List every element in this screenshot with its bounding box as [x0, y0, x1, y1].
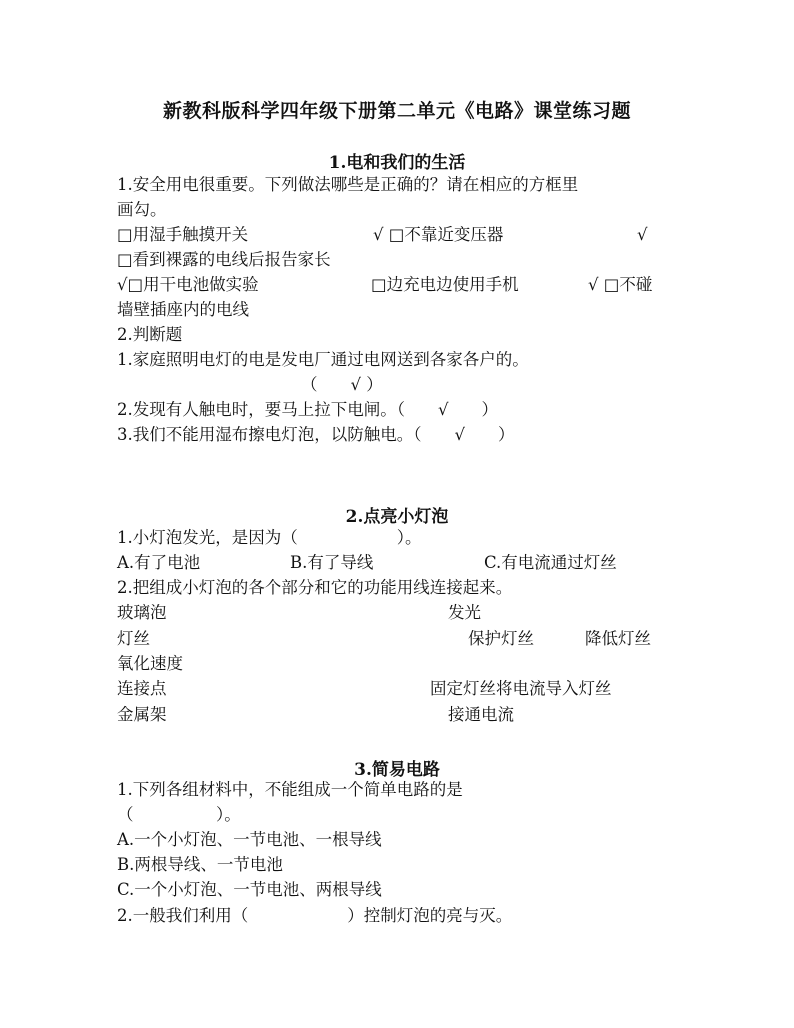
s2-part-metal-frame: 金属架: [117, 705, 167, 724]
s1-judge-2: 2.发现有人触电时，要马上拉下电闸。（ √ ）: [117, 400, 499, 419]
s1-option-wet-hands: □用湿手触摸开关: [117, 225, 249, 244]
s1-question-1-line-2: 画勾。: [117, 200, 167, 219]
s1-option-dry-battery: √□用干电池做实验: [117, 275, 259, 294]
s1-question-1-line-1: 1.安全用电很重要。下列做法哪些是正确的？请在相应的方框里: [117, 175, 579, 194]
section-1-heading: 1.电和我们的生活: [328, 153, 466, 173]
s2-function-glow: 发光: [448, 603, 481, 622]
section-2-heading: 2.点亮小灯泡: [345, 507, 449, 527]
s2-option-a: A.有了电池: [117, 553, 201, 572]
s2-question-2: 2.把组成小灯泡的各个部分和它的功能用线连接起来。: [117, 578, 513, 597]
s2-part-filament: 灯丝: [117, 629, 150, 648]
s3-option-a: A.一个小灯泡、一节电池、一根导线: [117, 830, 382, 849]
page-title: 新教科版科学四年级下册第二单元《电路》课堂练习题: [162, 100, 631, 122]
s1-option-bare-wire: □看到裸露的电线后报告家长: [117, 250, 331, 269]
s3-question-1-blank: （ ）。: [117, 805, 241, 824]
s2-function-connect: 接通电流: [448, 705, 514, 724]
s2-function-protect: 保护灯丝: [468, 629, 534, 648]
s2-question-1: 1.小灯泡发光，是因为（ ）。: [117, 528, 422, 547]
s1-judge-1-answer: （ √ ）: [301, 375, 383, 394]
s3-option-b: B.两根导线、一节电池: [117, 855, 283, 874]
s2-option-c: C.有电流通过灯丝: [484, 553, 617, 572]
s1-question-2-label: 2.判断题: [117, 325, 183, 344]
s3-option-c: C.一个小灯泡、一节电池、两根导线: [117, 880, 382, 899]
section-3-heading: 3.简易电路: [354, 760, 440, 780]
s1-judge-3: 3.我们不能用湿布擦电灯泡，以防触电。（ √ ）: [117, 425, 515, 444]
s3-question-2: 2.一般我们利用（ ）控制灯泡的亮与灭。: [117, 906, 513, 925]
s1-option-tick: √: [637, 225, 648, 244]
s1-option-charging-phone: □边充电边使用手机: [371, 275, 519, 294]
s2-function-fix: 固定灯丝将电流导入灯丝: [430, 679, 612, 698]
s2-option-b: B.有了导线: [290, 553, 374, 572]
s3-question-1: 1.下列各组材料中，不能组成一个简单电路的是: [117, 780, 463, 799]
s1-option-transformer: √ □不靠近变压器: [373, 225, 504, 244]
s1-option-socket-cont: 墙壁插座内的电线: [117, 300, 249, 319]
s1-option-socket: √ □不碰: [588, 275, 653, 294]
s2-function-reduce-cont: 氧化速度: [117, 654, 183, 673]
s2-part-glass-bulb: 玻璃泡: [117, 603, 167, 622]
s2-part-contact: 连接点: [117, 679, 167, 698]
s2-function-reduce: 降低灯丝: [585, 629, 651, 648]
s1-judge-1: 1.家庭照明电灯的电是发电厂通过电网送到各家各户的。: [117, 350, 529, 369]
